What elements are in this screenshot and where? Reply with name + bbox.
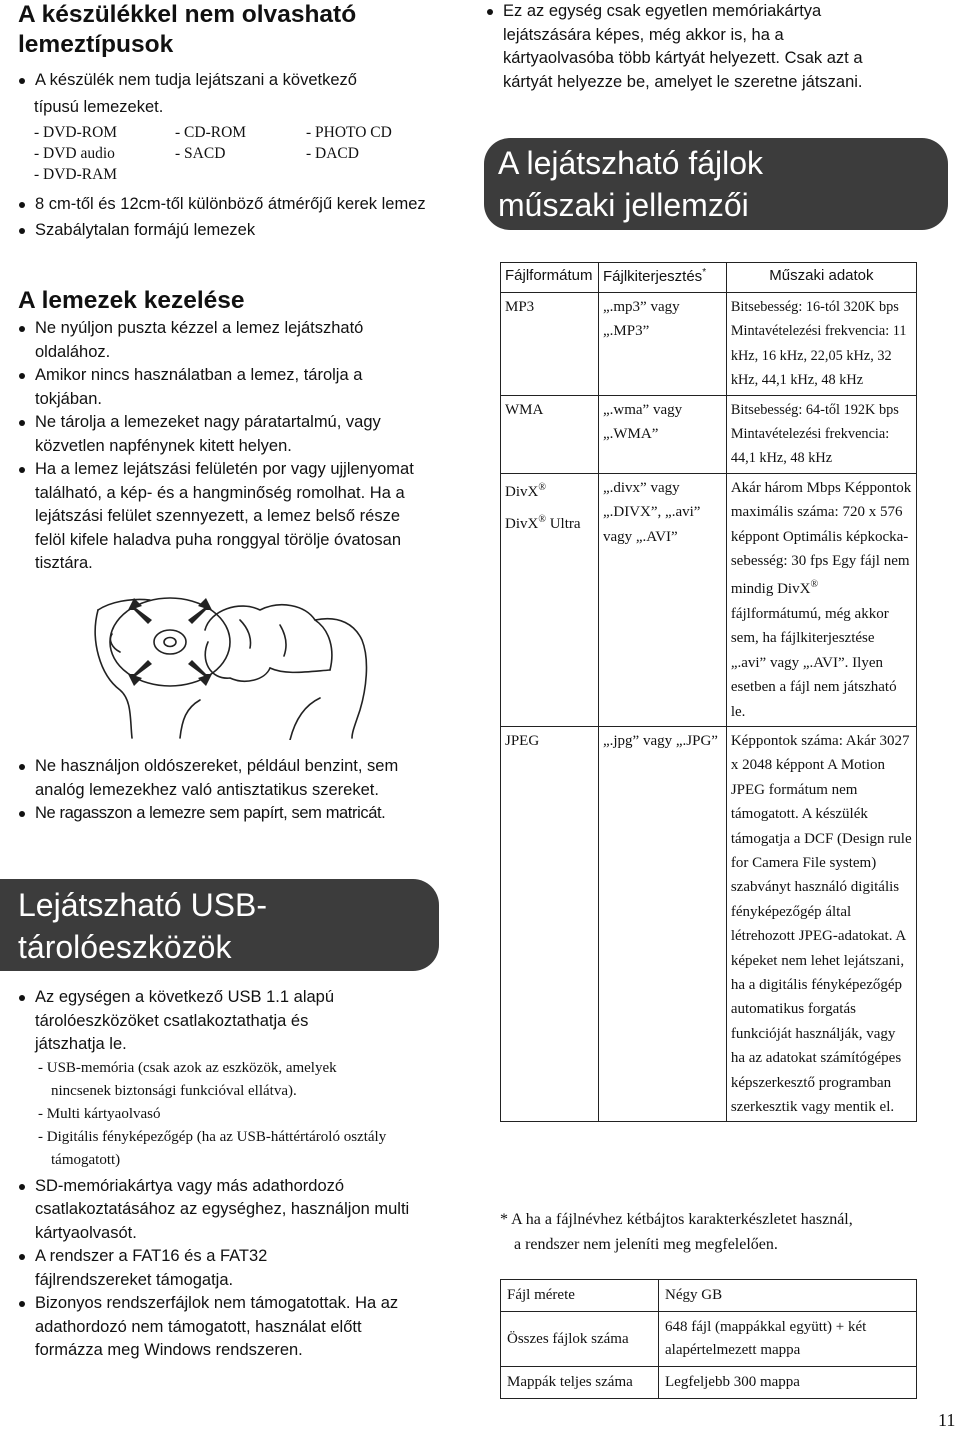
- file-spec-table: [500, 262, 917, 1122]
- usb-banner-text: Lejátszható USB-tárolóeszközök: [18, 887, 268, 965]
- file-spec-banner: [484, 138, 948, 230]
- list-item: Az egységen a következő USB 1.1 alapú tárolóeszközöket csatlakoztathatja és játszhatja le.: [18, 986, 363, 1057]
- list-item: Ne tárolja a lemezeket nagy páratartalmú, vagy közvetlen napfénynek kitett helyen.: [18, 411, 428, 458]
- column-header: Fájlformátum: [501, 263, 599, 293]
- list-item: Ez az egység csak egyetlen memóriakártya lejátszására képes, még akkor is, ha a kártyaolvasóba több kártyát helyezett. Csak azt a kártyát helyezze be, amelyet le szeretne játszani.: [486, 0, 866, 94]
- table-row: [501, 293, 917, 396]
- disc-type: - DVD-ROM: [34, 124, 118, 141]
- disc-type: - CD-ROM: [175, 124, 247, 141]
- intro-continuation: típusú lemezeket.: [34, 98, 164, 116]
- disc-type: - DACD: [306, 145, 359, 162]
- table-cell: „.mp3” vagy „.MP3”: [598, 293, 726, 396]
- list-item: SD-memóriakártya vagy más adathordozó csatlakoztatásához az egységhez, használjon multi kártyaolvasót.: [18, 1175, 418, 1246]
- table-row: [501, 395, 917, 473]
- table-row: [501, 726, 917, 1122]
- list-item: Ne ragasszon a lemezre sem papírt, sem matricát.: [18, 802, 428, 826]
- page-number: 11: [938, 1410, 956, 1429]
- list-item: A készülék nem tudja lejátszani a következő: [18, 69, 438, 93]
- table-header-row: [501, 263, 917, 293]
- column-header: Fájlkiterjesztés*: [598, 263, 726, 293]
- table-cell: DivX® DivX® Ultra: [501, 473, 599, 726]
- list-item: Amikor nincs használatban a lemez, tárolja a tokjában.: [18, 364, 428, 411]
- table-cell: Bitsebesség: 16-tól 320K bps Mintavételezési frekvencia: 11 kHz, 16 kHz, 22,05 kHz, 32 kHz, 44,1 kHz, 48 kHz: [726, 293, 916, 396]
- table-cell: 648 fájl (mappákkal együtt) + két alapértelmezett mappa: [659, 1312, 917, 1367]
- disc-type: - SACD: [175, 145, 226, 162]
- table-cell: Mappák teljes száma: [501, 1367, 659, 1399]
- disc-cleaning-illustration: [90, 580, 380, 740]
- table-cell: JPEG: [501, 726, 599, 1122]
- table-row: [501, 1280, 917, 1312]
- table-cell: Bitsebesség: 64-től 192K bps Mintavételezési frekvencia: 44,1 kHz, 48 kHz: [726, 395, 916, 473]
- section-title-unplayable-discs: A készülékkel nem olvasható lemeztípusok: [18, 1, 357, 58]
- table-cell: Négy GB: [659, 1280, 917, 1312]
- disc-type-list: [34, 122, 426, 185]
- table-cell: Összes fájlok száma: [501, 1312, 659, 1367]
- table-cell: MP3: [501, 293, 599, 396]
- section-title-disc-handling: A lemezek kezelése: [18, 287, 245, 314]
- usb-device-item: - Digitális fényképezőgép (ha az USB-háttértároló osztály támogatott): [38, 1128, 387, 1168]
- column-header: Műszaki adatok: [726, 263, 916, 293]
- footnote: * A ha a fájlnévhez kétbájtos karakterkészletet használ, a rendszer nem jeleníti meg megfelelően.: [500, 1211, 853, 1253]
- table-cell: Akár három Mbps Képpontok maximális száma: 720 x 576 képpont Optimális képkocka-sebesség: 30 fps Egy fájl nem mindig DivX® fájlformátumú, még akkor sem, ha fájlkiterjesztése „.avi” vagy „.AVI”. Ilyen esetben a fájl nem játszható le.: [726, 473, 916, 726]
- list-item: Ne használjon oldószereket, például benzint, sem analóg lemezekhez való antisztatikus szereket.: [18, 755, 428, 802]
- table-row: [501, 473, 917, 726]
- list-item: Ha a lemez lejátszási felületén por vagy ujjlenyomat található, a kép- és a hangminőség romolhat. Ha a lejátszási felület szennyezett, a lemez belső része felöl kifele haladva puha ronggyal törölje óvatosan tisztára.: [18, 458, 428, 576]
- usb-device-item: - Multi kártyaolvasó: [38, 1105, 161, 1122]
- usb-section-banner: [0, 879, 439, 971]
- list-item: Bizonyos rendszerfájlok nem támogatottak. Ha az adathordozó nem támogatott, használat előtt formázza meg Windows rendszeren.: [18, 1292, 418, 1363]
- disc-type: - DVD audio: [34, 145, 115, 162]
- table-cell: Legfeljebb 300 mappa: [659, 1367, 917, 1399]
- table-cell: Fájl mérete: [501, 1280, 659, 1312]
- table-cell: „.divx” vagy „.DIVX”, „.avi” vagy „.AVI”: [598, 473, 726, 726]
- table-cell: „.wma” vagy „.WMA”: [598, 395, 726, 473]
- table-cell: Képpontok száma: Akár 3027 x 2048 képpont A Motion JPEG formátum nem támogatott. A készülék támogatja a DCF (Design rule for Camera File system) szabványt használó digitális fényképezőgép által létrehozott JPEG-adatokat. A képeket nem lehet lejátszani, ha a digitális fényképezőgép automatikus forgatás funkcióját használják, vagy ha az adatokat számítógépes képszerkesztő programban szerkesztik vagy mentik el.: [726, 726, 916, 1122]
- disc-type: - PHOTO CD: [306, 124, 392, 141]
- limits-table: [500, 1279, 917, 1399]
- table-cell: WMA: [501, 395, 599, 473]
- table-row: [501, 1312, 917, 1367]
- list-item: 8 cm-től és 12cm-től különböző átmérőjű kerek lemez: [18, 193, 428, 217]
- list-item: A rendszer a FAT16 és a FAT32 fájlrendszereket támogatja.: [18, 1245, 318, 1292]
- usb-device-item: - USB-memória (csak azok az eszközök, amelyek nincsenek biztonsági funkcióval ellátva).: [38, 1059, 337, 1099]
- table-cell: „.jpg” vagy „.JPG”: [598, 726, 726, 1122]
- list-item: Szabálytalan formájú lemezek: [18, 219, 428, 243]
- usb-device-list: [38, 1057, 438, 1172]
- disc-type: - DVD-RAM: [34, 166, 118, 183]
- list-item: Ne nyúljon puszta kézzel a lemez lejátszható oldalához.: [18, 317, 428, 364]
- file-spec-banner-text: A lejátszható fájlok műszaki jellemzői: [498, 145, 764, 223]
- table-row: [501, 1367, 917, 1399]
